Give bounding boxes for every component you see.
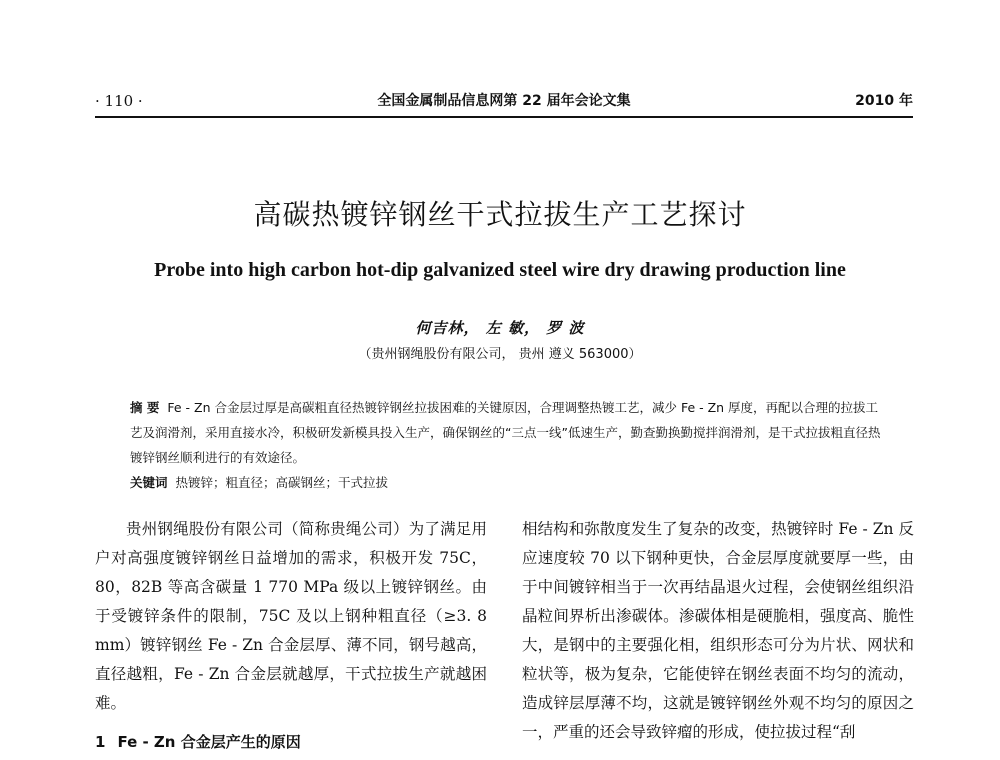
continued-paragraph: 相结构和弥散度发生了复杂的改变，热镀锌时 Fe - Zn 反应速度较 70 以下钢种更快，合金层厚度就要厚一些，由于中间镀锌相当于一次再结晶退火过程，会使钢丝组织沿晶粒间界析出渗碳体。渗碳体相是硬脆相，强度高、脆性大，是钢中的主要强化相，组织形态可分为片状、网状和粒状等，极为复杂，它能使锌在钢丝表面不均匀的流动，造成锌层厚薄不均，这就是镀锌钢丝外观不均匀的原因之一，严重的还会导致锌瘤的形成，使拉拔过程“刮 — [522, 520, 914, 741]
keywords-text: 热镀锌；粗直径；高碳钢丝；干式拉拔 — [175, 475, 389, 490]
abstract — [130, 395, 890, 470]
section-number: 1 — [95, 733, 106, 751]
publication-year: 2010 年 — [855, 93, 913, 109]
abstract-label: 摘 要 — [130, 400, 160, 415]
author-list: 何吉林， 左 敏， 罗 波 — [415, 319, 585, 337]
paper-title-english: Probe into high carbon hot-dip galvanized steel wire dry drawing production line — [154, 259, 846, 281]
section-title: Fe - Zn 合金层产生的原因 — [117, 733, 301, 751]
keywords — [130, 470, 890, 495]
intro-paragraph: 贵州钢绳股份有限公司（简称贵绳公司）为了满足用户对高强度镀锌钢丝日益增加的需求，积极开发 75C，80，82B 等高含碳量 1 770 MPa 级以上镀锌钢丝。由于受镀锌条件的限制，75C 及以上钢种粗直径（≥3. 8 mm）镀锌钢丝 Fe - Zn 合金层厚、薄不同，钢号越高，直径越粗，Fe - Zn 合金层就越厚，干式拉拔生产就越困难。 — [95, 520, 487, 712]
abstract-text: Fe - Zn 合金层过厚是高碳粗直径热镀锌钢丝拉拔困难的关键原因，合理调整热镀工艺，减少 Fe - Zn 厚度，再配以合理的拉拔工艺及润滑剂，采用直接水冷，积极研发新模具投入生产，确保钢丝的“三点一线”低速生产，勤查勤换勤搅拌润滑剂，是干式拉拔粗直径热镀锌钢丝顺利进行的有效途径。 — [130, 400, 881, 465]
body-column-left — [95, 515, 487, 718]
page-number: · 110 · — [95, 92, 143, 110]
journal-name: 全国金属制品信息网第 22 届年会论文集 — [377, 93, 631, 109]
body-column-right — [522, 515, 914, 747]
running-header — [95, 88, 913, 118]
section-heading — [95, 731, 301, 752]
paper-title-chinese: 高碳热镀锌钢丝干式拉拔生产工艺探讨 — [253, 198, 747, 231]
author-affiliation: （贵州钢绳股份有限公司， 贵州 遵义 563000） — [358, 347, 642, 362]
keywords-label: 关键词 — [130, 475, 168, 490]
